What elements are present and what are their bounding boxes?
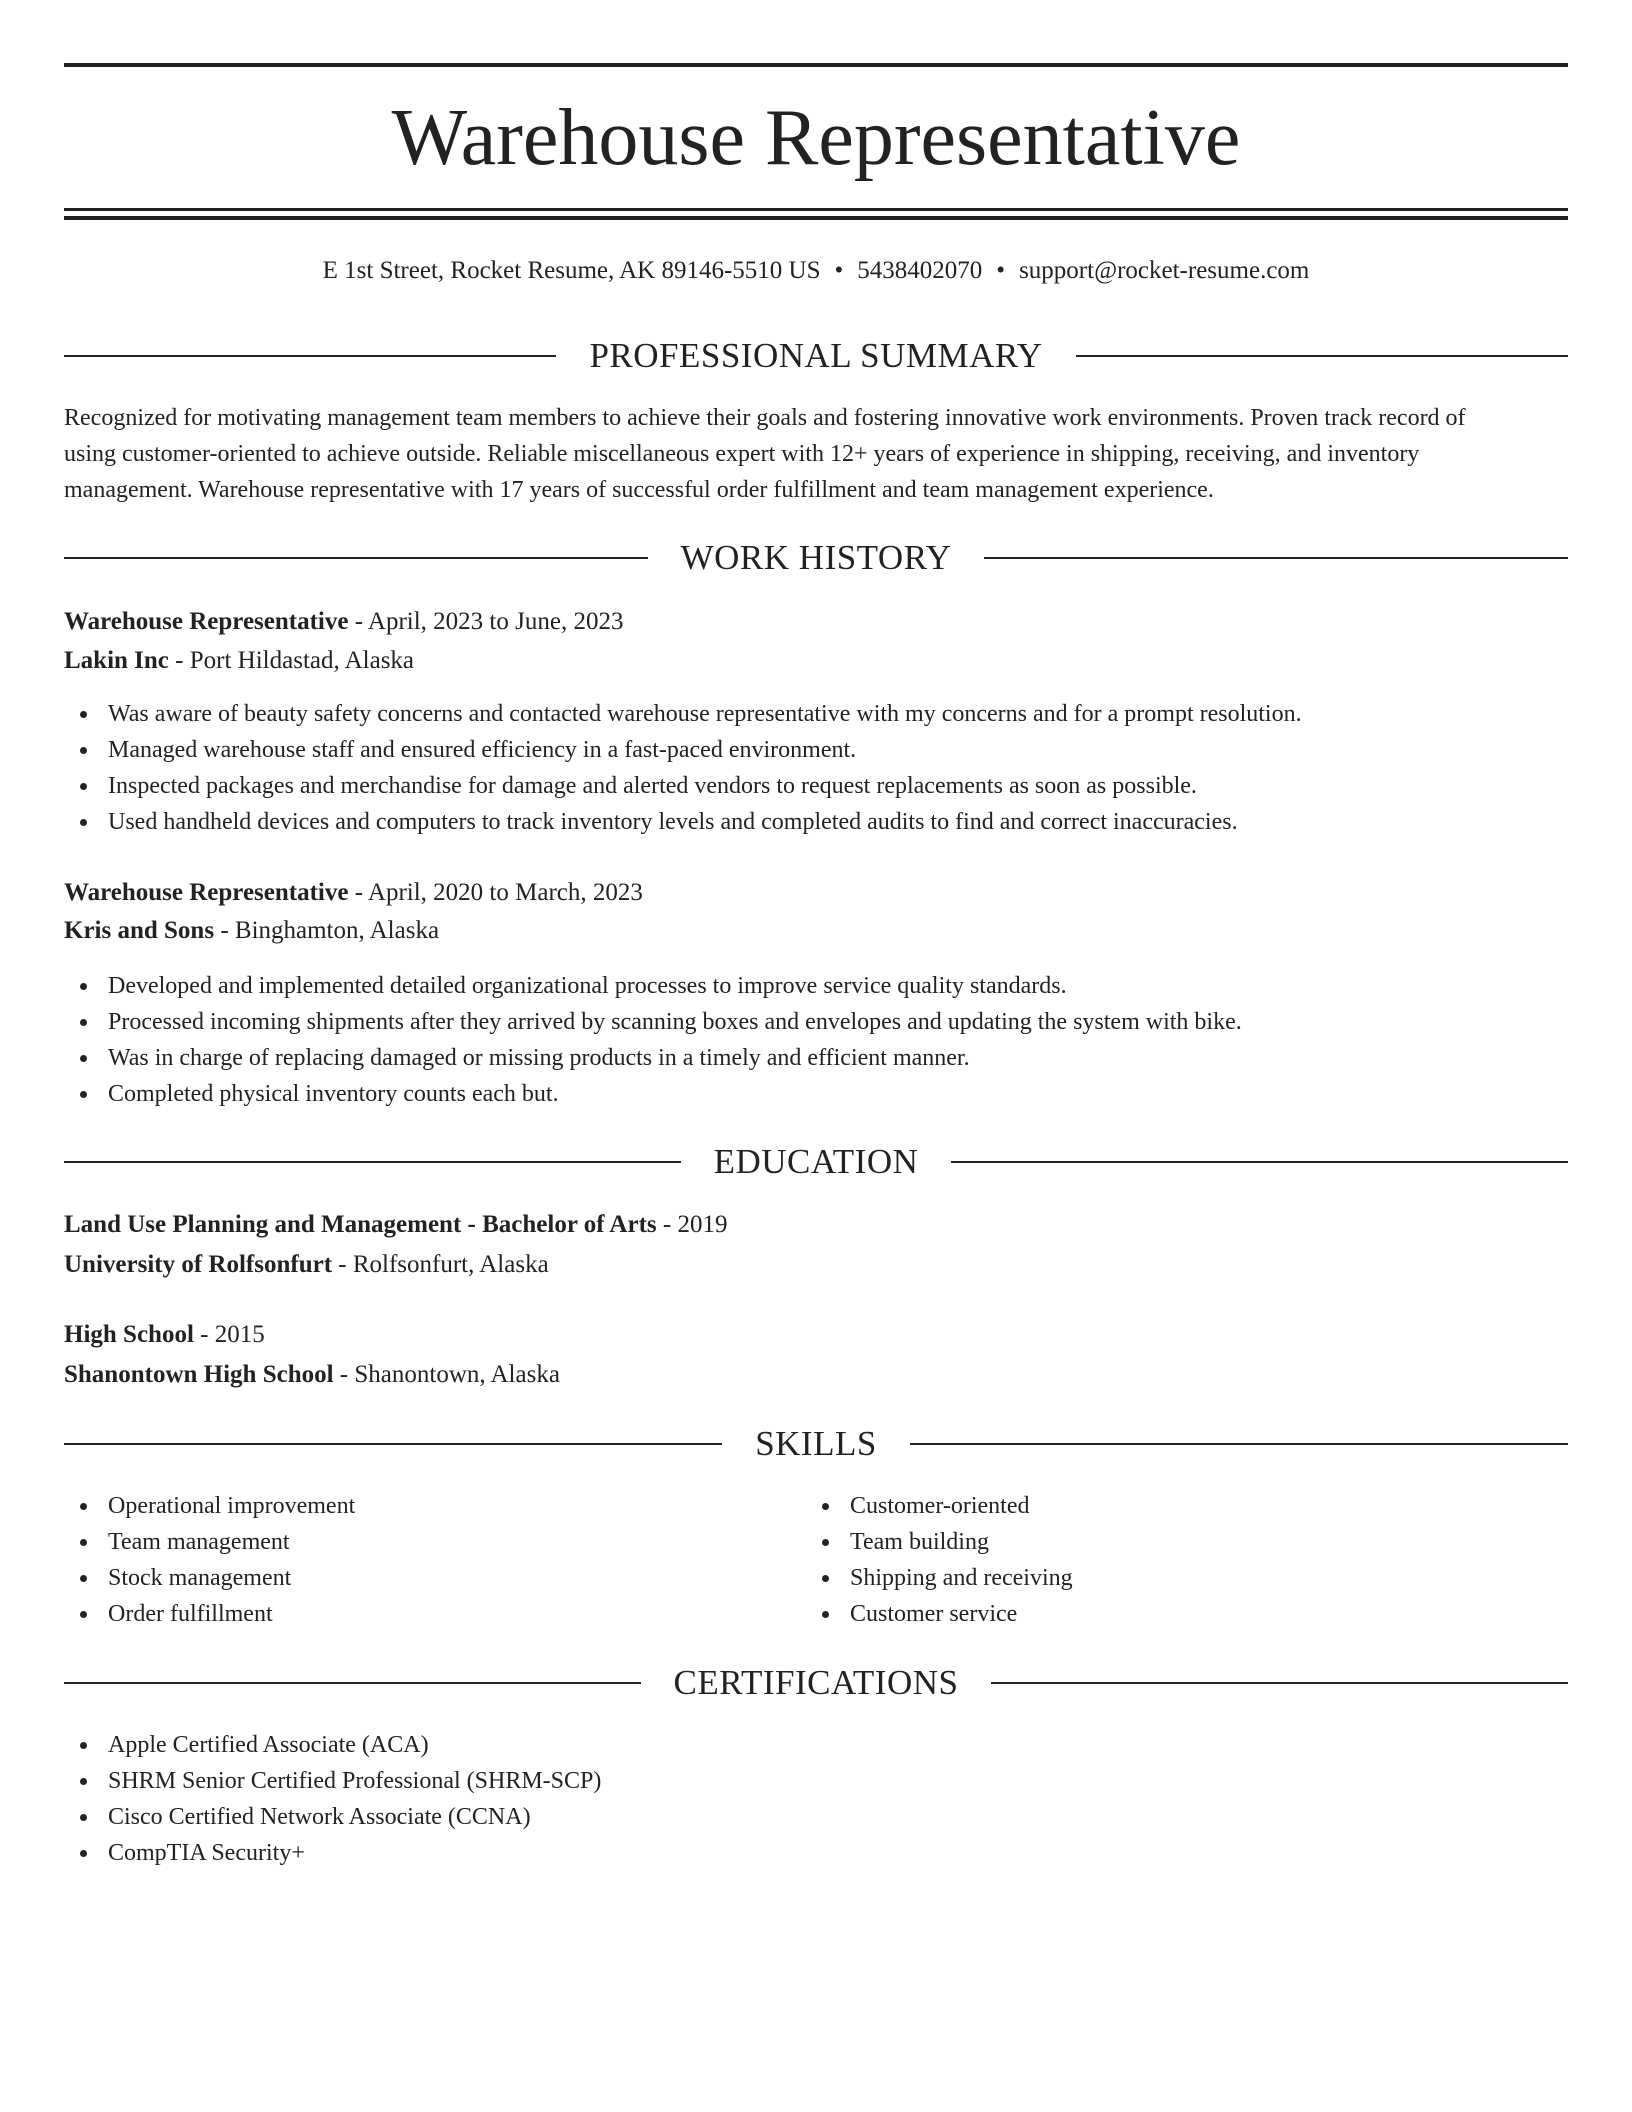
summary-text bbox=[64, 400, 1568, 508]
section-heading-summary bbox=[64, 334, 1568, 378]
summary-line: Recognized for motivating management team members to achieve their goals and fostering innovative work environments. Proven track record of bbox=[64, 405, 1466, 431]
education-school-line bbox=[64, 1357, 1568, 1393]
education-school: Shanontown High School bbox=[64, 1361, 334, 1388]
page-title: Warehouse Representative bbox=[391, 94, 1241, 182]
contact-address: E 1st Street, Rocket Resume, AK 89146-5510 US bbox=[322, 257, 821, 284]
list-item: Stock management bbox=[64, 1560, 1568, 1596]
education-year: - 2015 bbox=[193, 1321, 265, 1348]
job-dates: - April, 2023 to June, 2023 bbox=[348, 608, 624, 635]
job-title-line bbox=[64, 875, 1568, 911]
education-school: University of Rolfsonfurt bbox=[64, 1251, 333, 1278]
divider-line bbox=[910, 1443, 1568, 1445]
list-item: CompTIA Security+ bbox=[64, 1835, 1568, 1871]
divider-line bbox=[64, 1443, 722, 1445]
job-bullets bbox=[64, 968, 1568, 1112]
list-item: Completed physical inventory counts each but. bbox=[64, 1076, 1568, 1112]
list-item: Developed and implemented detailed organizational processes to improve service quality standards. bbox=[64, 968, 1568, 1004]
list-item: Operational improvement bbox=[64, 1488, 1568, 1524]
list-item: SHRM Senior Certified Professional (SHRM-SCP) bbox=[64, 1763, 1568, 1799]
list-item: Was aware of beauty safety concerns and contacted warehouse representative with my concerns and for a prompt resolution. bbox=[64, 696, 1568, 732]
job-title: Warehouse Representative bbox=[64, 879, 349, 906]
job-company-line bbox=[64, 643, 1568, 679]
section-heading-work-history bbox=[64, 536, 1568, 580]
list-item: Inspected packages and merchandise for damage and alerted vendors to request replacements as soon as possible. bbox=[64, 768, 1568, 804]
education-year: - 2019 bbox=[656, 1211, 728, 1238]
education-degree: Land Use Planning and Management - Bachelor of Arts bbox=[64, 1211, 657, 1238]
list-item: Team building bbox=[806, 1524, 1632, 1560]
education-location: - Rolfsonfurt, Alaska bbox=[332, 1251, 549, 1278]
job-company-line bbox=[64, 913, 1568, 949]
list-item: Apple Certified Associate (ACA) bbox=[64, 1727, 1568, 1763]
education-degree-line bbox=[64, 1317, 1568, 1353]
section-title: WORK HISTORY bbox=[680, 538, 952, 577]
list-item: Order fulfillment bbox=[64, 1596, 1568, 1632]
title-rule-thin bbox=[64, 208, 1568, 211]
certifications-list bbox=[64, 1727, 1568, 1871]
list-item: Team management bbox=[64, 1524, 1568, 1560]
section-title: SKILLS bbox=[755, 1424, 877, 1463]
job-location: - Port Hildastad, Alaska bbox=[168, 647, 415, 674]
education-degree: High School bbox=[64, 1321, 194, 1348]
list-item: Used handheld devices and computers to track inventory levels and completed audits to find and correct inaccuracies. bbox=[64, 804, 1568, 840]
education-location: - Shanontown, Alaska bbox=[333, 1361, 560, 1388]
top-rule bbox=[64, 63, 1568, 67]
divider-line bbox=[64, 1682, 641, 1684]
section-heading-skills bbox=[64, 1422, 1568, 1466]
list-item: Cisco Certified Network Associate (CCNA) bbox=[64, 1799, 1568, 1835]
contact-separator: • bbox=[996, 257, 1006, 284]
divider-line bbox=[64, 557, 648, 559]
job-company: Kris and Sons bbox=[64, 917, 215, 944]
education-degree-line bbox=[64, 1207, 1568, 1243]
summary-line: using customer-oriented to achieve outside. Reliable miscellaneous expert with 12+ years of experience in shipping, receiving, and inventory bbox=[64, 441, 1420, 467]
section-heading-certifications bbox=[64, 1661, 1568, 1705]
contact-phone: 5438402070 bbox=[857, 257, 983, 284]
divider-line bbox=[991, 1682, 1568, 1684]
job-company: Lakin Inc bbox=[64, 647, 169, 674]
section-title: PROFESSIONAL SUMMARY bbox=[589, 336, 1043, 375]
job-title-line bbox=[64, 604, 1568, 640]
list-item: Managed warehouse staff and ensured efficiency in a fast-paced environment. bbox=[64, 732, 1568, 768]
skills-list-right bbox=[806, 1488, 1632, 1632]
job-location: - Binghamton, Alaska bbox=[214, 917, 440, 944]
contact-email: support@rocket-resume.com bbox=[1019, 257, 1310, 284]
contact-line bbox=[64, 254, 1568, 288]
section-title: CERTIFICATIONS bbox=[673, 1663, 959, 1702]
education-school-line bbox=[64, 1247, 1568, 1283]
job-bullets bbox=[64, 696, 1568, 840]
divider-line bbox=[951, 1161, 1568, 1163]
list-item: Customer-oriented bbox=[806, 1488, 1632, 1524]
list-item: Shipping and receiving bbox=[806, 1560, 1632, 1596]
job-dates: - April, 2020 to March, 2023 bbox=[348, 879, 643, 906]
section-heading-education bbox=[64, 1140, 1568, 1184]
list-item: Processed incoming shipments after they arrived by scanning boxes and envelopes and updating the system with bike. bbox=[64, 1004, 1568, 1040]
list-item: Was in charge of replacing damaged or missing products in a timely and efficient manner. bbox=[64, 1040, 1568, 1076]
list-item: Customer service bbox=[806, 1596, 1632, 1632]
divider-line bbox=[64, 355, 556, 357]
job-title: Warehouse Representative bbox=[64, 608, 349, 635]
summary-line: management. Warehouse representative with 17 years of successful order fulfillment and team management experience. bbox=[64, 477, 1214, 503]
divider-line bbox=[64, 1161, 681, 1163]
divider-line bbox=[984, 557, 1568, 559]
contact-separator: • bbox=[834, 257, 844, 284]
divider-line bbox=[1076, 355, 1568, 357]
section-title: EDUCATION bbox=[713, 1142, 919, 1181]
title-rule-thick bbox=[64, 216, 1568, 220]
